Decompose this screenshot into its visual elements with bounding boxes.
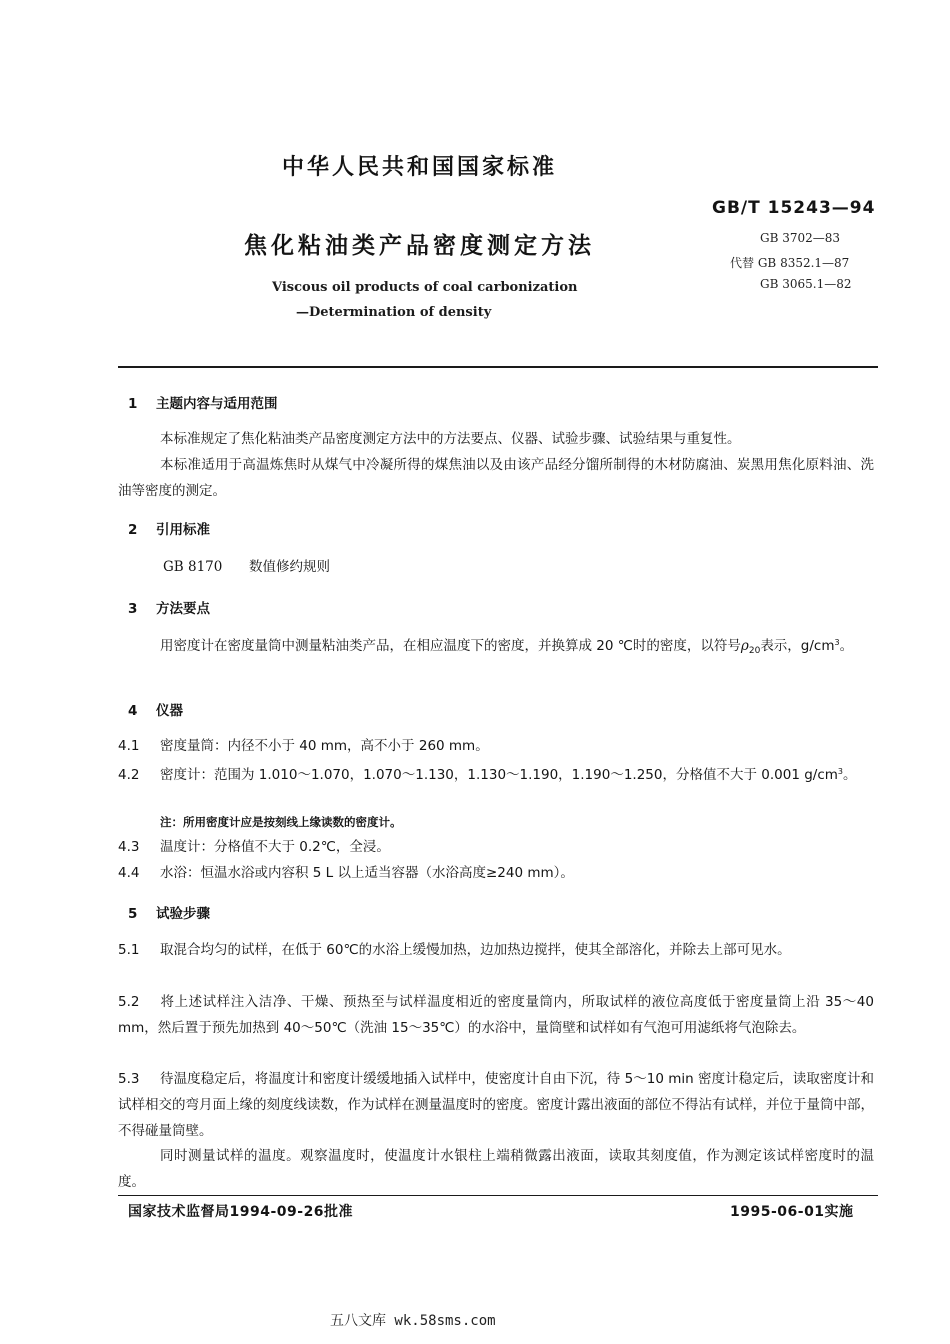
national-standard-heading: 中华人民共和国国家标准 bbox=[282, 155, 558, 180]
section-number: 4 bbox=[128, 703, 138, 719]
density-symbol-subscript: 20 bbox=[748, 646, 761, 656]
document-title-cn: 焦化粘油类产品密度测定方法 bbox=[244, 233, 595, 259]
unit-superscript: 3 bbox=[837, 767, 843, 776]
item-4-2 bbox=[118, 759, 874, 788]
replaced-standard-3: GB 3065.1—82 bbox=[760, 277, 852, 291]
step-number: 5.3 bbox=[118, 1071, 140, 1087]
item-4-4 bbox=[118, 860, 874, 886]
item-text: 密度计：范围为 1.010～1.070，1.070～1.130，1.130～1.190，1.190～1.250，分格值不大于 0.001 g/cm bbox=[160, 767, 838, 783]
step-5-1 bbox=[118, 937, 874, 963]
header-divider bbox=[118, 366, 878, 368]
section-title: 仪器 bbox=[156, 703, 183, 719]
item-text: 温度计：分格值不大于 0.2℃，全浸。 bbox=[160, 839, 390, 855]
item-number: 4.4 bbox=[118, 865, 140, 881]
step-text: 将上述试样注入洁净、干燥、预热至与试样温度相近的密度量筒内，所取试样的液位高度低于密度量筒上沿 35～40 mm，然后置于预先加热到 40～50℃（洗油 15～35℃）的水浴中，量筒壁和试样如有气泡可用滤纸将气泡除去。 bbox=[118, 994, 874, 1036]
replace-label: 代替 bbox=[730, 256, 755, 270]
section-title: 引用标准 bbox=[156, 522, 210, 538]
replaced-standard-1: GB 3702—83 bbox=[760, 231, 841, 245]
site-watermark: 五八文库 wk.58sms.com bbox=[330, 1313, 496, 1329]
step-number: 5.1 bbox=[118, 942, 140, 958]
item-text: 密度量筒：内径不小于 40 mm，高不小于 260 mm。 bbox=[160, 738, 489, 754]
reference-code: GB 8170 bbox=[163, 559, 223, 575]
section-number: 2 bbox=[128, 522, 138, 538]
unit-superscript: 3 bbox=[834, 638, 840, 647]
section-3-heading bbox=[128, 597, 210, 617]
section-number: 5 bbox=[128, 906, 138, 922]
approval-date: 国家技术监督局1994-09-26批准 bbox=[128, 1204, 354, 1220]
method-text-end: 。 bbox=[839, 638, 854, 654]
item-text: 水浴：恒温水浴或内容积 5 L 以上适当容器（水浴高度≥240 mm）。 bbox=[160, 865, 574, 881]
section-1-heading bbox=[128, 392, 278, 412]
step-5-3 bbox=[118, 1066, 874, 1144]
density-symbol: ρ bbox=[740, 638, 749, 654]
section-1-paragraph-2: 本标准适用于高温炼焦时从煤气中冷凝所得的煤焦油以及由该产品经分馏所制得的木材防腐油、炭黑用焦化原料油、洗油等密度的测定。 bbox=[118, 457, 874, 499]
section-4-heading bbox=[128, 699, 183, 719]
reference-name: 数值修约规则 bbox=[248, 559, 330, 575]
step-text: 取混合均匀的试样，在低于 60℃的水浴上缓慢加热，边加热边搅拌，使其全部溶化，并除去上部可见水。 bbox=[160, 942, 791, 958]
item-number: 4.3 bbox=[118, 839, 140, 855]
item-4-2-note: 注：所用密度计应是按刻线上缘读数的密度计。 bbox=[160, 815, 402, 829]
item-4-1 bbox=[118, 733, 874, 759]
step-5-3-paragraph-2: 同时测量试样的温度。观察温度时，使温度计水银柱上端稍微露出液面，读取其刻度值，作为测定该试样密度时的温度。 bbox=[118, 1148, 874, 1190]
step-text: 待温度稳定后，将温度计和密度计缓缓地插入试样中，使密度计自由下沉，待 5～10 min 密度计稳定后，读取密度计和试样相交的弯月面上缘的刻度线读数，作为试样在测量温度时的密度。密度计露出液面的部位不得沾有试样，并位于量筒中部，不得碰量筒壁。 bbox=[118, 1071, 874, 1139]
section-1-paragraph-1: 本标准规定了焦化粘油类产品密度测定方法中的方法要点、仪器、试验步骤、试验结果与重复性。 bbox=[160, 431, 741, 447]
method-text: 用密度计在密度量筒中测量粘油类产品，在相应温度下的密度，并换算成 20 ℃时的密度，以符号 bbox=[160, 638, 741, 654]
section-title: 方法要点 bbox=[156, 601, 210, 617]
section-2-heading bbox=[128, 518, 210, 538]
replaced-standard-2-row bbox=[730, 254, 849, 271]
replaced-standard-2: GB 8352.1—87 bbox=[757, 256, 850, 270]
item-text-end: 。 bbox=[843, 767, 857, 783]
section-title: 主题内容与适用范围 bbox=[156, 396, 278, 412]
reference-standard bbox=[163, 555, 330, 575]
item-number: 4.2 bbox=[118, 767, 140, 783]
method-text-tail: 表示，g/cm bbox=[760, 638, 835, 654]
section-number: 1 bbox=[128, 396, 138, 412]
item-number: 4.1 bbox=[118, 738, 140, 754]
implementation-date: 1995-06-01实施 bbox=[730, 1204, 854, 1220]
item-4-3 bbox=[118, 834, 874, 860]
section-number: 3 bbox=[128, 601, 138, 617]
step-number: 5.2 bbox=[118, 994, 140, 1010]
section-5-heading bbox=[128, 902, 210, 922]
section-3-paragraph bbox=[118, 630, 874, 664]
document-title-en-line1: Viscous oil products of coal carbonization bbox=[272, 280, 578, 295]
section-title: 试验步骤 bbox=[156, 906, 210, 922]
step-5-2 bbox=[118, 989, 874, 1041]
footer-divider bbox=[118, 1195, 878, 1196]
standard-number: GB/T 15243—94 bbox=[712, 198, 876, 218]
document-title-en-line2: —Determination of density bbox=[296, 305, 492, 320]
